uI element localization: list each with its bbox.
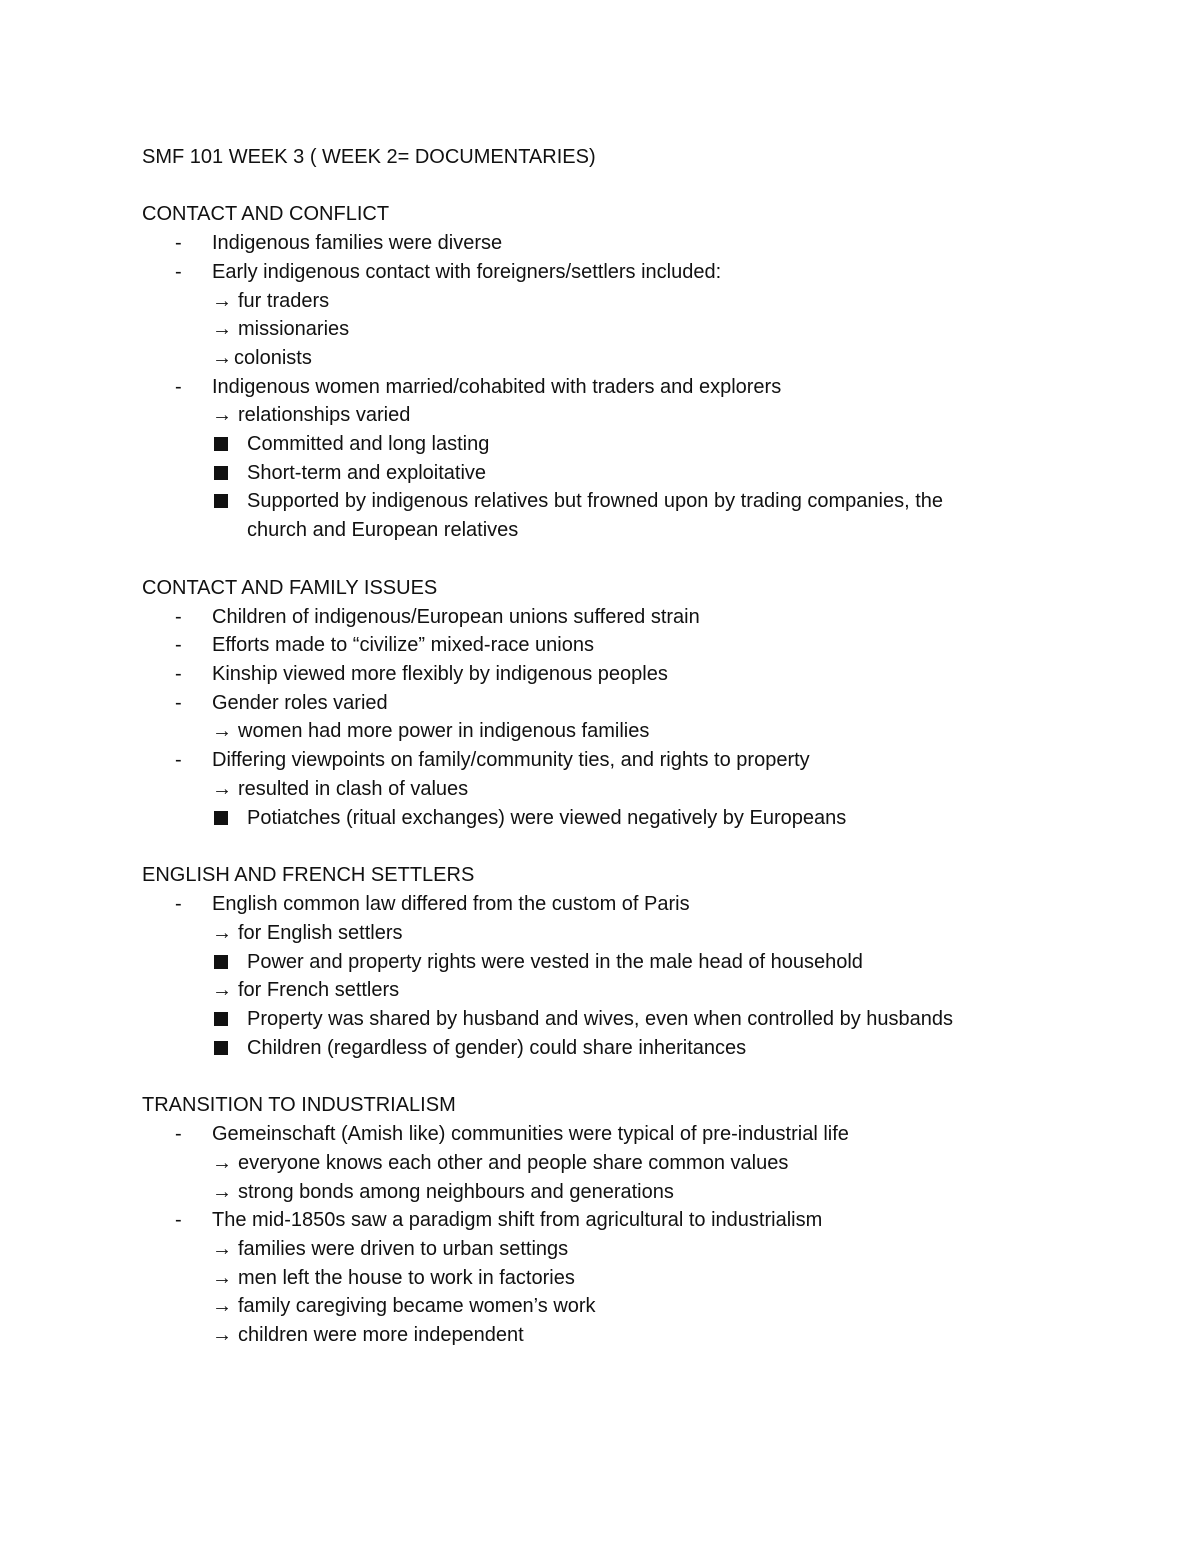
section-heading-transition-to-industrialism: TRANSITION TO INDUSTRIALISM [142,1094,456,1116]
document-title: SMF 101 WEEK 3 ( WEEK 2= DOCUMENTARIES) [142,146,596,168]
arrow-item-text: everyone knows each other and people share common values [238,1152,789,1174]
dash-marker: - [175,376,182,398]
arrow-right-icon: → [212,290,232,312]
arrow-right-icon: → [212,778,232,800]
dash-marker: - [175,1209,182,1231]
list-item-text: Indigenous families were diverse [212,232,503,254]
arrow-item [212,1292,596,1320]
arrow-item-text: fur traders [238,290,330,312]
arrow-item-text: relationships varied [238,404,411,426]
square-bullet-icon [214,437,228,451]
arrow-item-text: colonists [234,347,312,369]
arrow-right-icon: → [212,979,232,1001]
dash-marker: - [175,606,182,628]
square-bullet-icon [214,955,228,969]
square-bullet-icon [214,494,228,508]
square-bullet-icon [214,811,228,825]
dash-marker: - [175,663,182,685]
list-item-text: Children of indigenous/European unions suffered strain [212,606,700,628]
arrow-item [212,401,410,429]
dash-marker: - [175,1123,182,1145]
square-bullet-icon [214,1012,228,1026]
arrow-item [212,1235,568,1263]
arrow-right-icon: → [212,404,232,426]
list-item-text: Early indigenous contact with foreigners/settlers included: [212,261,722,283]
arrow-item [212,1149,788,1177]
square-bullet-text: Supported by indigenous relatives but frowned upon by trading companies, the [247,490,944,512]
dash-marker: - [175,232,182,254]
square-bullet-icon [214,466,228,480]
dash-marker: - [175,692,182,714]
list-item-text: Indigenous women married/cohabited with traders and explorers [212,376,782,398]
arrow-right-icon: → [212,347,232,369]
arrow-item [212,1178,674,1206]
arrow-item [212,287,329,315]
list-item-text: The mid-1850s saw a paradigm shift from agricultural to industrialism [212,1209,823,1231]
arrow-right-icon: → [212,1295,232,1317]
list-item-text: Gemeinschaft (Amish like) communities were typical of pre-industrial life [212,1123,849,1145]
arrow-right-icon: → [212,922,232,944]
arrow-right-icon: → [212,1267,232,1289]
arrow-item-text: families were driven to urban settings [238,1238,569,1260]
arrow-item-text: resulted in clash of values [238,778,469,800]
arrow-right-icon: → [212,1152,232,1174]
list-item-text: Gender roles varied [212,692,388,714]
arrow-item-text: children were more independent [238,1324,524,1346]
arrow-item [212,344,312,372]
dash-marker: - [175,634,182,656]
square-bullet-text: Short-term and exploitative [247,462,487,484]
square-bullet-text: church and European relatives [247,519,519,541]
arrow-item [212,919,403,947]
arrow-item [212,315,349,343]
square-bullet-text: Power and property rights were vested in the male head of household [247,951,863,973]
square-bullet-icon [214,1041,228,1055]
arrow-right-icon: → [212,1238,232,1260]
arrow-right-icon: → [212,1181,232,1203]
arrow-item-text: for English settlers [238,922,403,944]
section-heading-english-and-french-settlers: ENGLISH AND FRENCH SETTLERS [142,864,475,886]
arrow-right-icon: → [212,720,232,742]
arrow-right-icon: → [212,318,232,340]
arrow-item-text: strong bonds among neighbours and generations [238,1181,674,1203]
square-bullet-text: Potiatches (ritual exchanges) were viewed negatively by Europeans [247,807,847,829]
list-item-text: Efforts made to “civilize” mixed-race unions [212,634,594,656]
section-heading-contact-and-family-issues: CONTACT AND FAMILY ISSUES [142,577,438,599]
arrow-item [212,1321,524,1349]
list-item-text: English common law differed from the custom of Paris [212,893,690,915]
arrow-item [212,717,649,745]
arrow-item-text: missionaries [238,318,350,340]
arrow-item-text: for French settlers [238,979,400,1001]
list-item-text: Differing viewpoints on family/community ties, and rights to property [212,749,810,771]
square-bullet-text: Children (regardless of gender) could share inheritances [247,1037,747,1059]
arrow-item-text: women had more power in indigenous families [238,720,650,742]
arrow-item-text: men left the house to work in factories [238,1267,575,1289]
arrow-item [212,976,399,1004]
dash-marker: - [175,749,182,771]
square-bullet-text: Property was shared by husband and wives, even when controlled by husbands [247,1008,953,1030]
arrow-item [212,1264,575,1292]
square-bullet-text: Committed and long lasting [247,433,490,455]
dash-marker: - [175,261,182,283]
section-heading-contact-and-conflict: CONTACT AND CONFLICT [142,203,390,225]
arrow-item [212,775,468,803]
list-item-text: Kinship viewed more flexibly by indigenous peoples [212,663,668,685]
arrow-right-icon: → [212,1324,232,1346]
arrow-item-text: family caregiving became women’s work [238,1295,596,1317]
dash-marker: - [175,893,182,915]
